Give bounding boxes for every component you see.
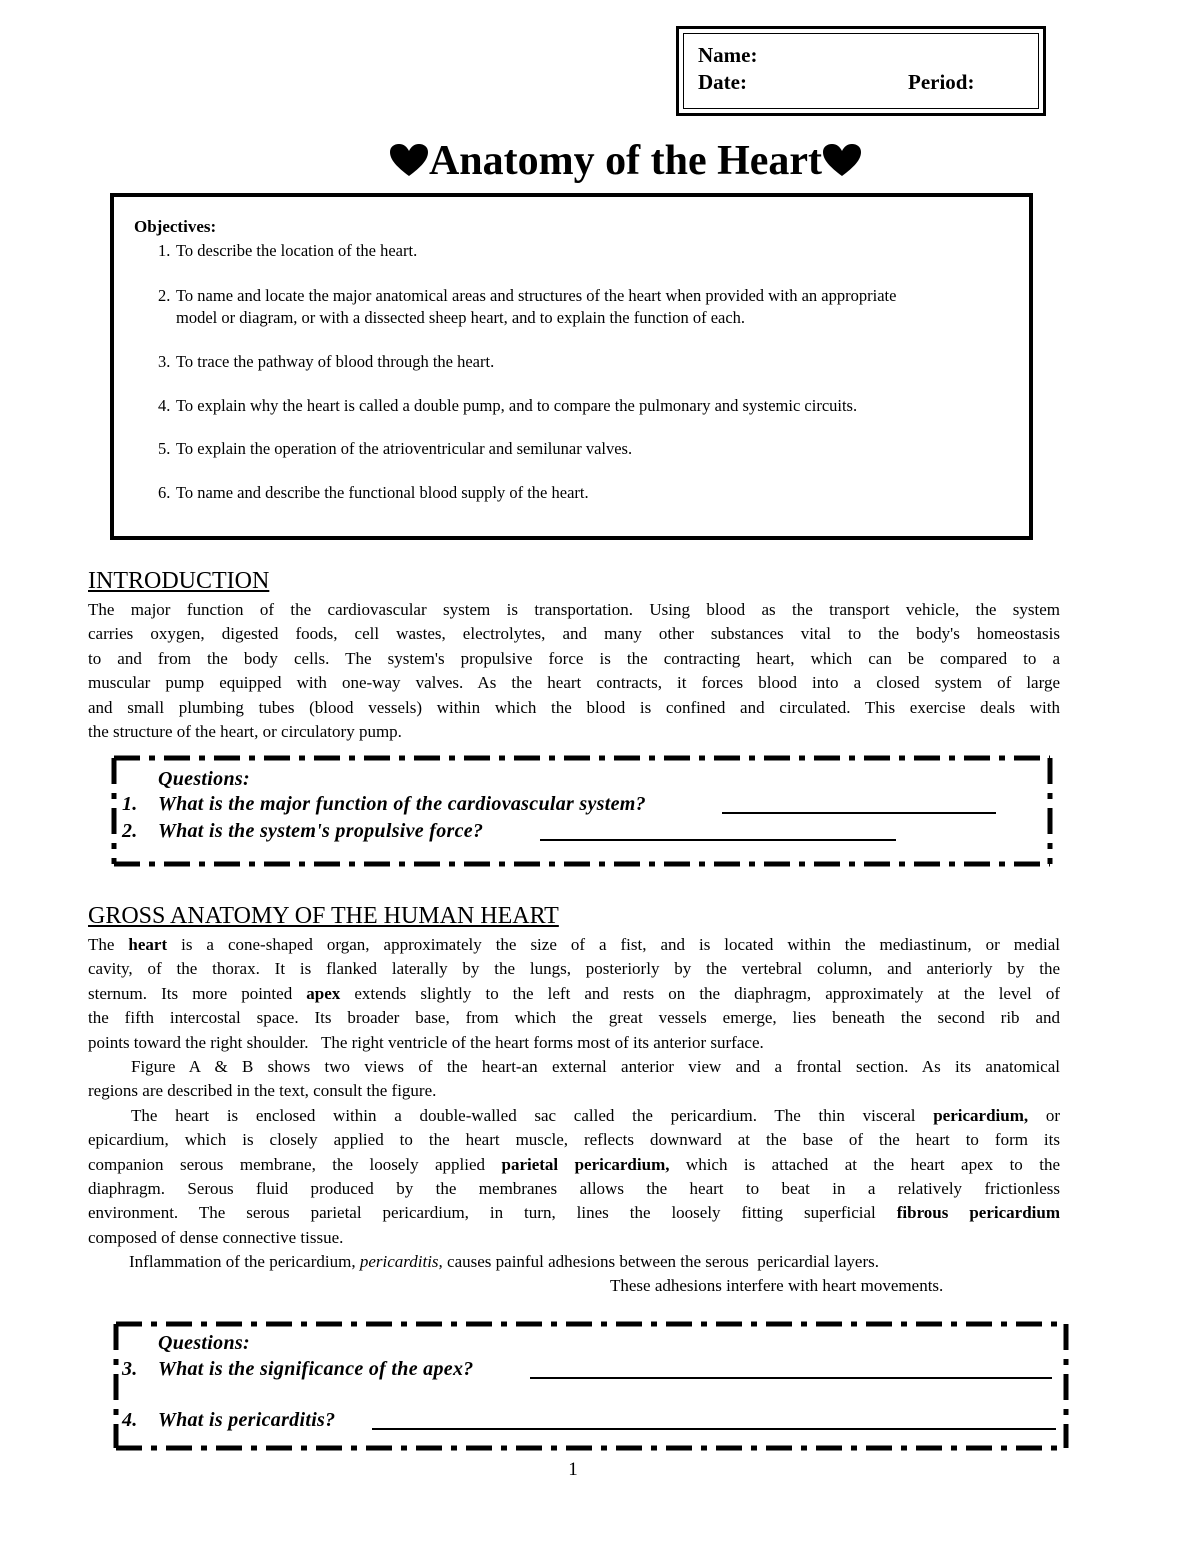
answer-line[interactable]: [372, 1428, 1056, 1430]
objective-number: 4.: [158, 396, 171, 415]
objective-text-continued: model or diagram, or with a dissected sheep heart, and to explain the function of each.: [176, 308, 746, 327]
answer-line[interactable]: [540, 839, 896, 841]
question-text: What is pericarditis?: [158, 1409, 336, 1431]
term-heart: heart: [128, 935, 168, 954]
text-line: composed of dense connective tissue.: [88, 1227, 344, 1247]
objectives-box: [110, 193, 1033, 540]
student-info-box: [676, 26, 1046, 116]
gross-anatomy-heading: GROSS ANATOMY OF THE HUMAN HEART: [88, 903, 559, 929]
objective-number: 3.: [158, 352, 171, 371]
text-line: These adhesions interfere with heart movements.: [610, 1276, 944, 1296]
text-line: The heart is enclosed within a double-walled sac called the pericardium. The thin visceral pericardium, or: [131, 1105, 1060, 1125]
text-line: carries oxygen, digested foods, cell wastes, electrolytes, and many other substances vital to the body's homeostasis: [88, 624, 1060, 644]
text-line: regions are described in the text, consult the figure.: [88, 1081, 437, 1101]
gross-anatomy-paragraphs: [88, 933, 1060, 1299]
text-line: and small plumbing tubes (blood vessels) within which the blood is confined and circulated. This exercise deals with: [88, 697, 1060, 717]
questions-heading: Questions:: [158, 768, 250, 790]
heart-icon: [822, 143, 862, 177]
objective-number: 2.: [158, 286, 171, 305]
objective-text: To name and locate the major anatomical areas and structures of the heart when provided with an appropriate: [176, 286, 897, 305]
page-number: 1: [568, 1459, 578, 1480]
text-line: cavity, of the thorax. It is flanked laterally by the lungs, posteriorly by the vertebral column, and anteriorly by the: [88, 959, 1060, 979]
heart-icon: [389, 143, 429, 177]
text-line: The heart is a cone-shaped organ, approximately the size of a fist, and is located within the mediastinum, or medial: [88, 935, 1060, 954]
objective-text: To name and describe the functional blood supply of the heart.: [176, 483, 589, 502]
term-pericardium: pericardium,: [933, 1105, 1029, 1125]
date-label: Date:: [698, 70, 747, 94]
question-number: 1.: [122, 793, 138, 815]
term-parietal-pericardium: parietal pericardium,: [501, 1154, 670, 1174]
text-line: Figure A & B shows two views of the heart-an external anterior view and a frontal section. As its anatomical: [131, 1056, 1060, 1076]
questions-heading: Questions:: [158, 1332, 250, 1354]
text-line: epicardium, which is closely applied to the heart muscle, reflects downward at the base of the heart to form its: [88, 1130, 1060, 1150]
text-line: points toward the right shoulder. The right ventricle of the heart forms most of its anterior surface.: [88, 1032, 764, 1052]
introduction-heading: INTRODUCTION: [88, 568, 270, 594]
term-apex: apex: [306, 983, 341, 1003]
name-label: Name:: [698, 43, 758, 67]
question-number: 3.: [122, 1358, 138, 1380]
answer-line[interactable]: [530, 1377, 1052, 1379]
text-line: diaphragm. Serous fluid produced by the membranes allows the heart to beat in a relatively frictionless: [88, 1178, 1060, 1198]
dash-dot-border: [110, 1318, 1072, 1454]
question-text: What is the significance of the apex?: [158, 1358, 474, 1380]
text-line: environment. The serous parietal pericardium, in turn, lines the loosely fitting superficial fibrous pericardium: [88, 1203, 1060, 1223]
objective-number: 6.: [158, 483, 171, 502]
question-number: 2.: [122, 820, 138, 842]
text-line: The major function of the cardiovascular system is transportation. Using blood as the transport vehicle, the system: [88, 600, 1060, 619]
objective-text: To describe the location of the heart.: [176, 241, 418, 260]
text-line: the fifth intercostal space. Its broader base, from which the great vessels emerge, lies beneath the second rib and: [88, 1008, 1060, 1028]
page-title: [0, 136, 1200, 186]
text-line: the structure of the heart, or circulatory pump.: [88, 721, 402, 741]
objective-number: 1.: [158, 241, 171, 260]
text-line: to and from the body cells. The system's propulsive force is the contracting heart, which can be compared to a: [88, 648, 1060, 668]
text-line: Inflammation of the pericardium, pericarditis, causes painful adhesions between the serous pericardial layers.: [129, 1252, 879, 1272]
text-line: companion serous membrane, the loosely applied parietal pericardium, which is attached at the heart apex to the: [88, 1154, 1060, 1174]
objective-text: To explain the operation of the atrioventricular and semilunar valves.: [176, 439, 633, 458]
text-line: muscular pump equipped with one-way valves. As the heart contracts, it forces blood into a closed system of large: [88, 673, 1060, 693]
title-text: Anatomy of the Heart: [428, 138, 823, 184]
text-line: sternum. Its more pointed apex extends slightly to the left and rests on the diaphragm, approximately at the level of: [88, 983, 1060, 1003]
objective-text: To trace the pathway of blood through the heart.: [176, 352, 495, 371]
question-text: What is the system's propulsive force?: [158, 820, 484, 842]
objectives-heading: Objectives:: [134, 217, 217, 236]
objective-number: 5.: [158, 439, 171, 458]
questions-box: [110, 1318, 1072, 1454]
introduction-paragraph: [88, 598, 1060, 744]
period-label: Period:: [908, 70, 975, 94]
term-pericarditis: pericarditis,: [359, 1252, 443, 1272]
answer-line[interactable]: [722, 812, 996, 814]
term-fibrous-pericardium: fibrous pericardium: [896, 1203, 1060, 1223]
questions-box: [108, 752, 1056, 870]
question-number: 4.: [122, 1409, 138, 1431]
question-text: What is the major function of the cardiovascular system?: [158, 793, 646, 815]
objective-text: To explain why the heart is called a double pump, and to compare the pulmonary and systemic circuits.: [176, 396, 858, 415]
